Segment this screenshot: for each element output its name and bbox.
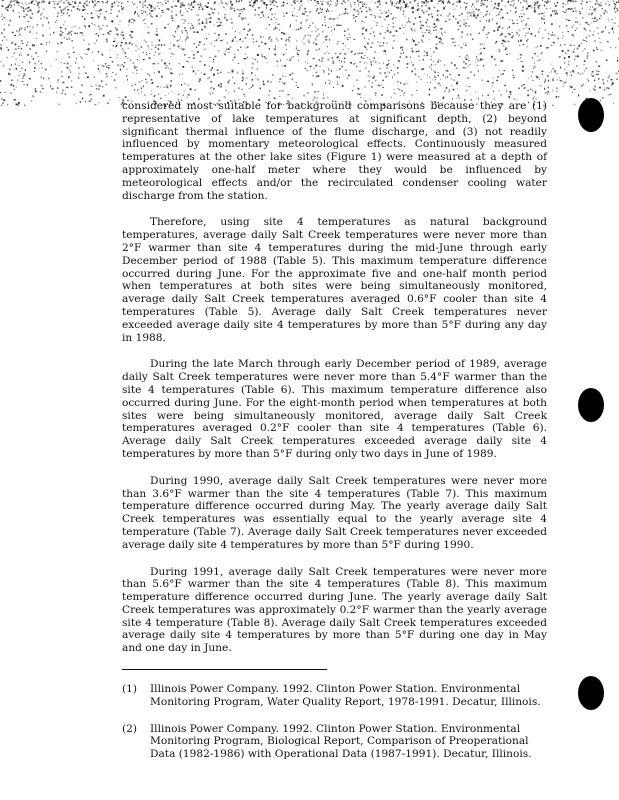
footnote-divider [122, 669, 327, 670]
footnote-text: Illinois Power Company. 1992. Clinton Power Station. Environmental Monitoring Program, Biological Report, Comparison of Preoperational Data (1982-1986) with Operational Data (1987-1991). Decatur, Illinois. [150, 722, 532, 761]
document-body [122, 100, 547, 775]
paragraph-1988: Therefore, using site 4 temperatures as natural background temperatures, average daily Salt Creek temperatures were never more than 2°F warmer than site 4 temperatures during the mid-June through early December period of 1988 (Table 5). This maximum temperature difference occurred during June. For the approximate five and one-half month period when temperatures at both sites were being simultaneously monitored, average daily Salt Creek temperatures averaged 0.6°F cooler than site 4 temperatures (Table 5). Average daily Salt Creek temperatures never exceeded average daily site 4 temperatures by more than 5°F during any day in 1988. [122, 216, 547, 344]
scan-noise-band [0, 0, 619, 110]
punch-hole-bottom [578, 676, 604, 710]
punch-hole-top [578, 98, 604, 132]
footnote-1 [122, 683, 547, 709]
paragraph-continuation: considered most suitable for background comparisons because they are (1) representative of lake temperatures at significant depth, (2) beyond significant thermal influence of the flume discharge, and (3) not readily influenced by momentary meteorological effects. Continuously measured temperatures at the other lake sites (Figure 1) were measured at a depth of approximately one-half meter where they would be influenced by meteorological effects and/or the recirculated condenser cooling water discharge from the station. [122, 100, 547, 202]
footnote-2 [122, 723, 547, 761]
footnote-text: Illinois Power Company. 1992. Clinton Power Station. Environmental Monitoring Program, Water Quality Report, 1978-1991. Decatur, Illinois. [150, 683, 541, 708]
paragraph-1991: During 1991, average daily Salt Creek temperatures were never more than 5.6°F warmer than the site 4 temperatures (Table 8). This maximum temperature difference occurred during June. The yearly average daily Salt Creek temperatures was approximately 0.2°F warmer than the yearly average site 4 temperature (Table 8). Average daily Salt Creek temperatures exceeded average daily site 4 temperatures by more than 5°F during one day in May and one day in June. [122, 565, 547, 655]
footnote-number: (2) [122, 722, 138, 735]
punch-hole-middle [578, 388, 604, 422]
paragraph-1990: During 1990, average daily Salt Creek temperatures were never more than 3.6°F warmer than the site 4 temperatures (Table 7). This maximum temperature difference occurred during May. The yearly average daily Salt Creek temperatures was essentially equal to the yearly average site 4 temperature (Table 7). Average daily Salt Creek temperatures never exceeded average daily site 4 temperatures by more than 5°F during 1990. [122, 474, 547, 551]
paragraph-1989: During the late March through early December period of 1989, average daily Salt Creek temperatures were never more than 5.4°F warmer than the site 4 temperatures (Table 6). This maximum temperature difference also occurred during June. For the eight-month period when temperatures at both sites were being simultaneously monitored, average daily Salt Creek temperatures averaged 0.2°F cooler than site 4 temperatures (Table 6). Average daily Salt Creek temperatures exceeded average daily site 4 temperatures by more than 5°F during only two days in June of 1989. [122, 358, 547, 460]
footnote-number: (1) [122, 683, 138, 696]
